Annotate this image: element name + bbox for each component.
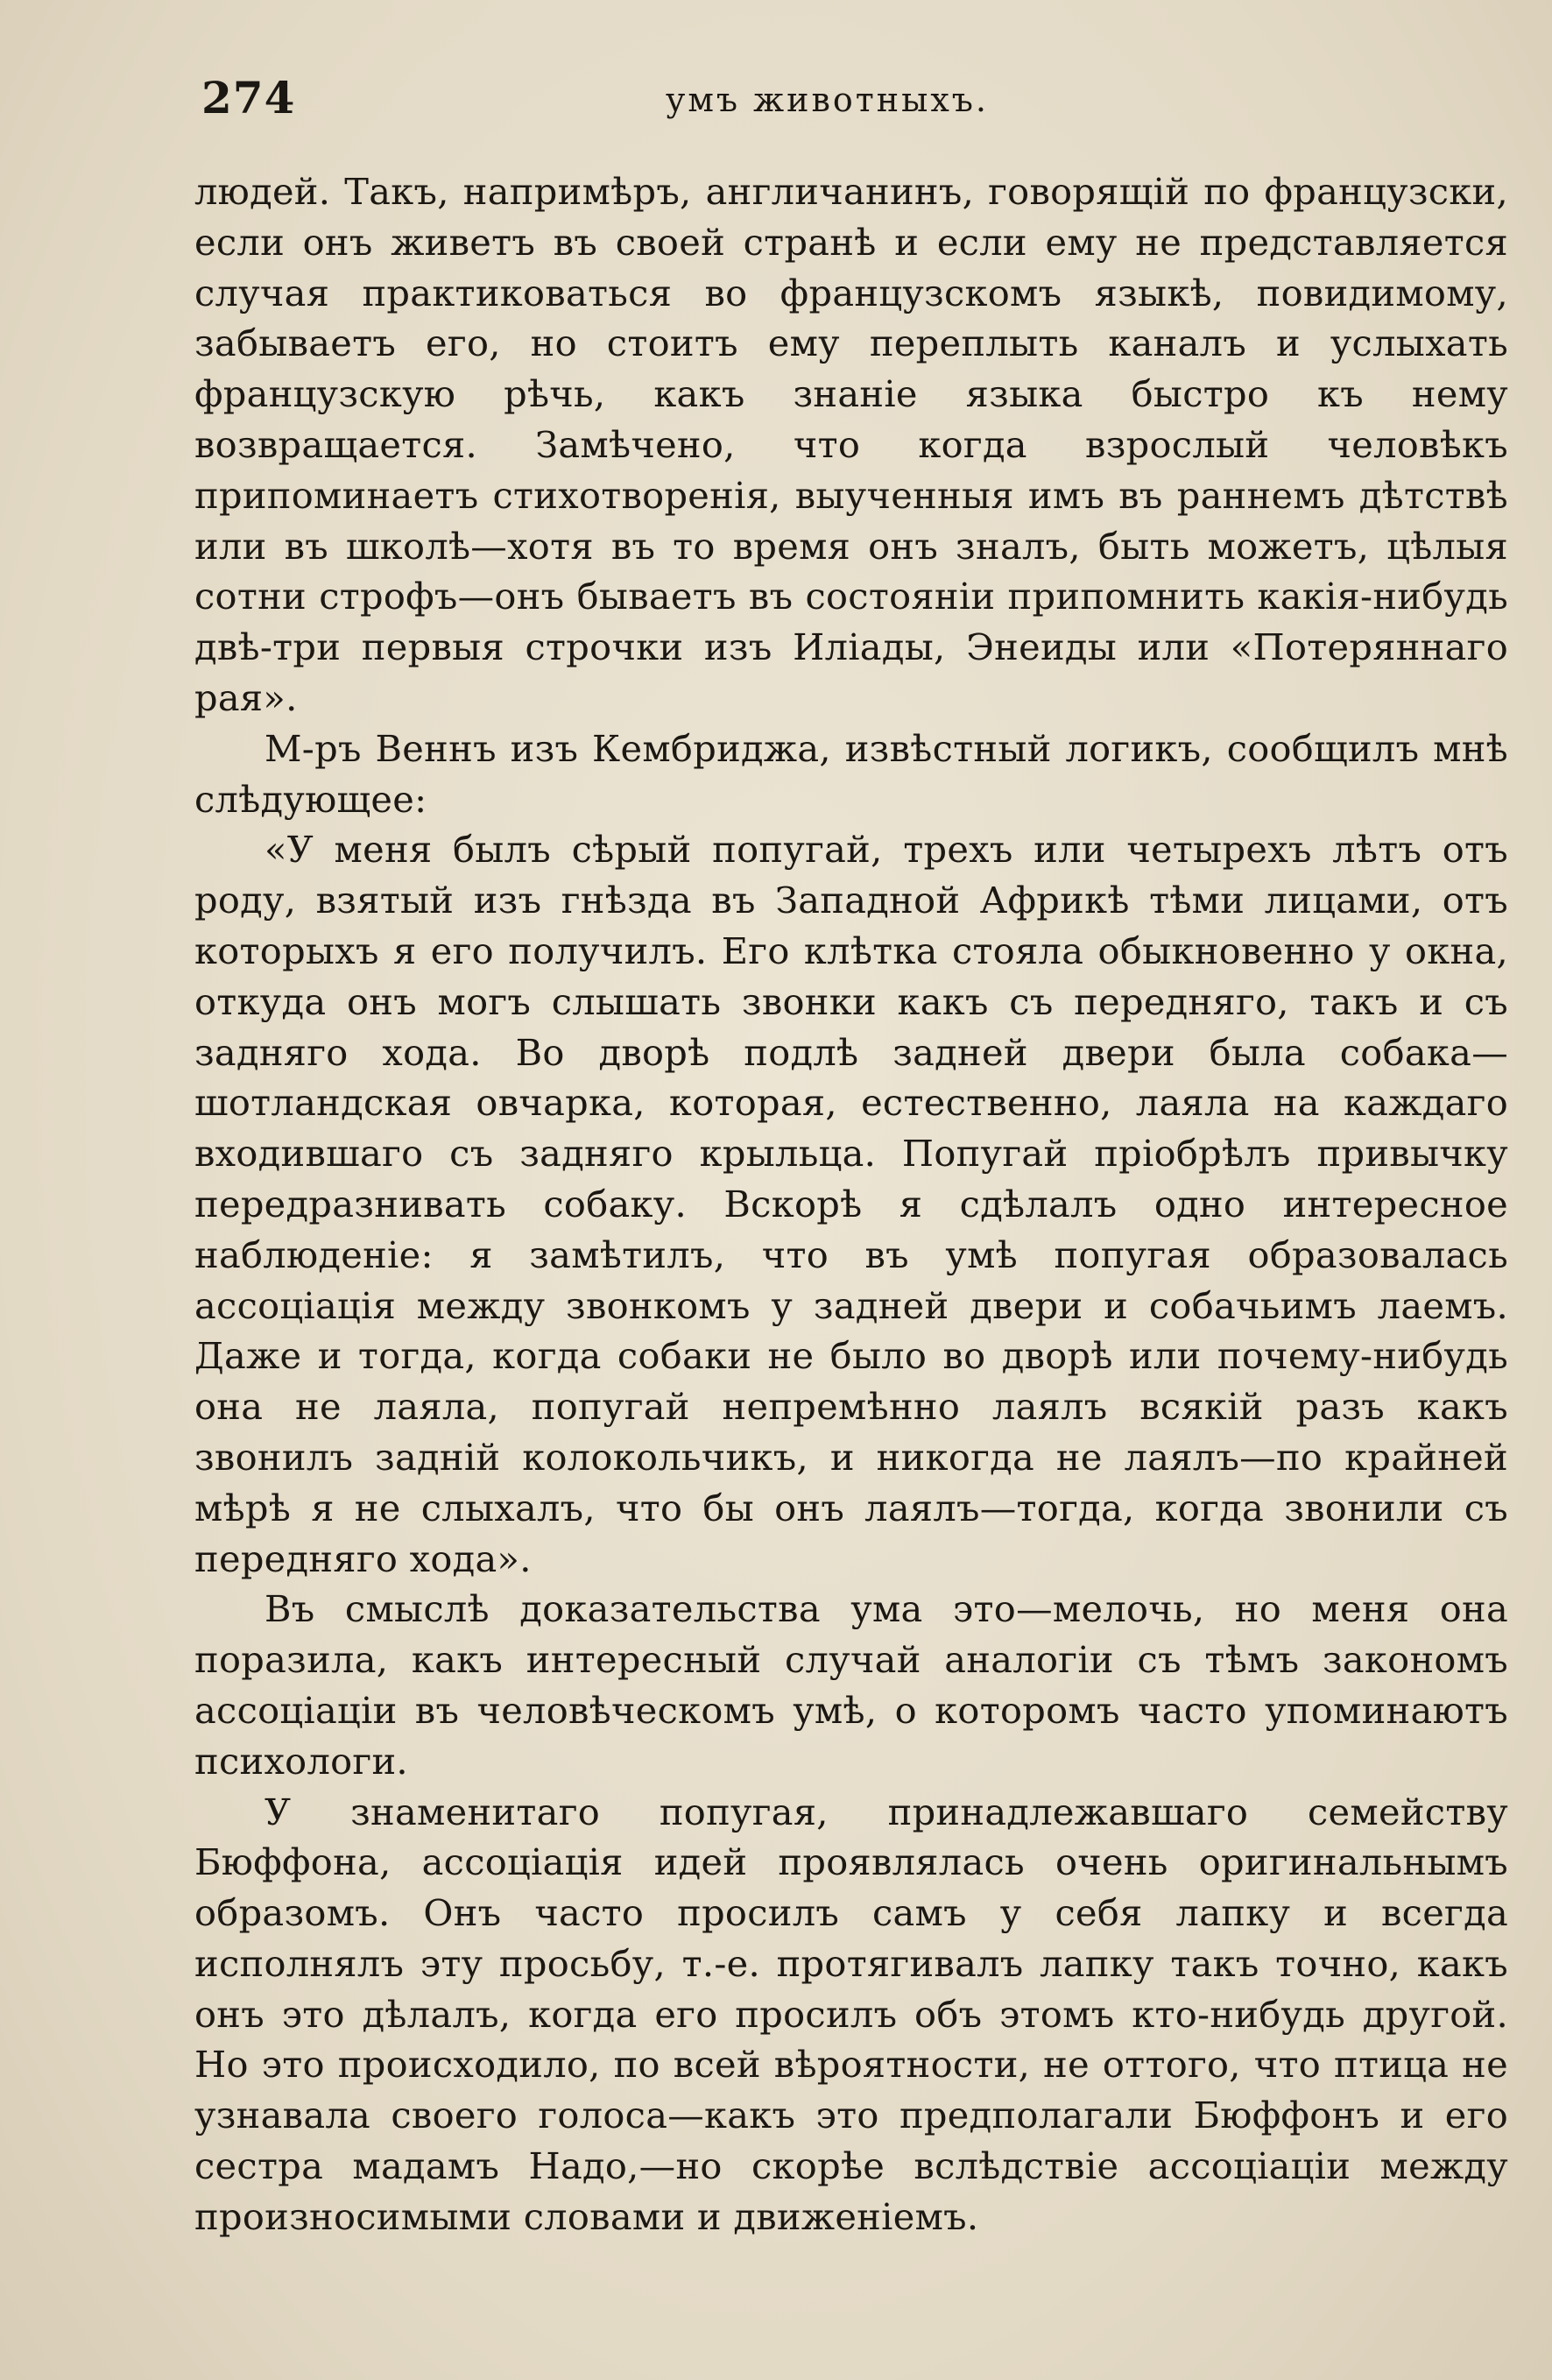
page-number: 274: [201, 72, 296, 124]
paragraph-buffon-parrot: У знаменитаго попугая, принадлежавшаго семейству Бюффона, ассоціація идей проявлялась очень оригинальнымъ образомъ. Онъ часто просилъ самъ у себя лапку и всегда исполнялъ эту просьбу, т.-е. протягивалъ лапку такъ точно, какъ онъ это дѣлалъ, когда его просилъ объ этомъ кто-нибудь другой. Но это происходило, по всей вѣроятности, не оттого, что птица не узнавала своего голоса—какъ это предполагали Бюффонъ и его сестра мадамъ Надо,—но скорѣе вслѣдствіе ассоціаціи между произносимыми словами и движеніемъ.: [194, 1790, 1508, 2238]
paragraph-parrot-quote: «У меня былъ сѣрый попугай, трехъ или четырехъ лѣтъ отъ роду, взятый изъ гнѣзда въ Западной Африкѣ тѣми лицами, отъ которыхъ я его получилъ. Его клѣтка стояла обыкновенно у окна, откуда онъ могъ слышать звонки какъ съ передняго, такъ и съ задняго хода. Во дворѣ подлѣ задней двери была собака—шотландская овчарка, которая, естественно, лаяла на каждаго входившаго съ задняго крыльца. Попугай пріобрѣлъ привычку передразнивать собаку. Вскорѣ я сдѣлалъ одно интересное наблюденіе: я замѣтилъ, что въ умѣ попугая образовалась ассоціація между звонкомъ у задней двери и собачьимъ лаемъ. Даже и тогда, когда собаки не было во дворѣ или почему-нибудь она не лаяла, попугай непремѣнно лаялъ всякій разъ какъ звонилъ задній колокольчикъ, и никогда не лаялъ—по крайней мѣрѣ я не слыхалъ, что бы онъ лаялъ—тогда, когда звонили съ передняго хода».: [194, 828, 1508, 1580]
paragraph-continued: людей. Такъ, напримѣръ, англичанинъ, говорящій по французски, если онъ живетъ въ своей странѣ и если ему не представляется случая практиковаться во французскомъ языкѣ, повидимому, забываетъ его, но стоитъ ему переплыть каналъ и услыхать французскую рѣчь, какъ знаніе языка быстро къ нему возвращается. Замѣчено, что когда взрослый человѣкъ припоминаетъ стихотворенія, выученныя имъ въ раннемъ дѣтствѣ или въ школѣ—хотя въ то время онъ зналъ, быть можетъ, цѣлыя сотни строфъ—онъ бываетъ въ состояніи припомнить какія-нибудь двѣ-три первыя строчки изъ Иліады, Энеиды или «Потеряннаго рая».: [194, 170, 1508, 719]
paragraph-venn-intro: М-ръ Веннъ изъ Кембриджа, извѣстный логикъ, сообщилъ мнѣ слѣдующее:: [194, 726, 1508, 821]
page-header: [201, 72, 1506, 133]
body-text: [194, 166, 1508, 2242]
paragraph-association-remark: Въ смыслѣ доказательства ума это—мелочь, но меня она поразила, какъ интересный случай аналогіи съ тѣмъ закономъ ассоціаціи въ человѣческомъ умѣ, о которомъ часто упоминаютъ психологи.: [194, 1587, 1508, 1783]
running-title: умъ животныхъ.: [666, 81, 990, 119]
